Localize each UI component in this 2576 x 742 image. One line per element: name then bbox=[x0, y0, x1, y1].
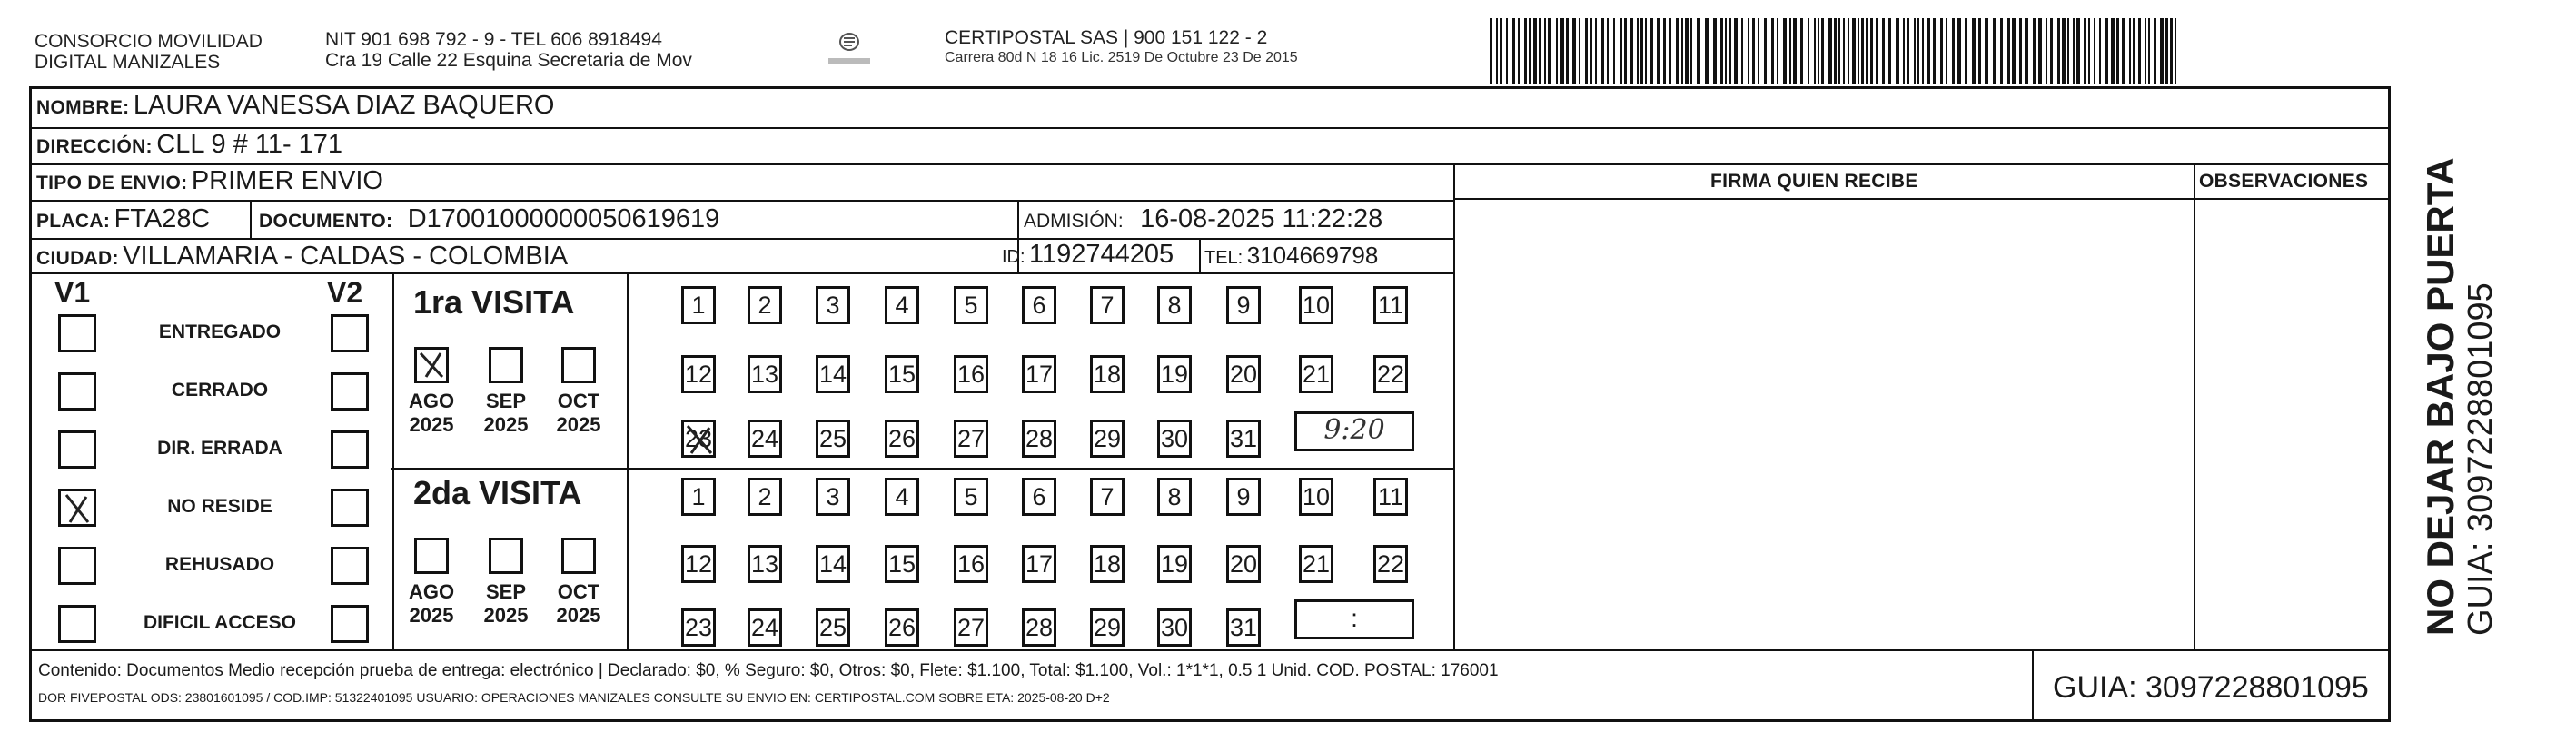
second-visit-day-9[interactable]: 9 bbox=[1226, 478, 1261, 516]
id-value: 1192744205 bbox=[1029, 240, 1174, 269]
footer-info-line: DOR FIVEPOSTAL ODS: 23801601095 / COD.IMP: 51322401095 USUARIO: OPERACIONES MANIZALES CONSULTE SU ENVIO EN: CERTIPOSTAL.COM SOBRE ETA: 2025-08-20 D+2 bbox=[38, 690, 1110, 705]
direccion-value: CLL 9 # 11- 171 bbox=[156, 130, 343, 159]
first-visit-day-19[interactable]: 19 bbox=[1157, 355, 1192, 393]
tipo-envio-label: TIPO DE ENVIO: bbox=[36, 173, 188, 193]
status-option-label: DIFICIL ACCESO bbox=[143, 612, 296, 633]
second-visit-day-7[interactable]: 7 bbox=[1090, 478, 1125, 516]
first-visit-day-21[interactable]: 21 bbox=[1299, 355, 1333, 393]
second-visit-day-27[interactable]: 27 bbox=[954, 608, 988, 647]
footer-content-line: Contenido: Documentos Medio recepción prueba de entrega: electrónico | Declarado: $0, % Seguro: $0, Otros: $0, Flete: $1.100, Total: $1.100, Vol.: 1*1*1, 0.5 1 Unid. COD. POSTAL: 176001 bbox=[38, 661, 1499, 680]
first-visit-time-box[interactable] bbox=[1294, 411, 1414, 451]
second-visit-month-box-sep[interactable] bbox=[489, 538, 523, 574]
id-row bbox=[1002, 240, 1174, 270]
v2-header: V2 bbox=[327, 276, 363, 309]
admision-value: 16-08-2025 11:22:28 bbox=[1140, 204, 1383, 233]
admision-row bbox=[1024, 204, 1382, 234]
first-visit-day-3[interactable]: 3 bbox=[816, 286, 850, 324]
first-visit-day-10[interactable]: 10 bbox=[1299, 286, 1333, 324]
second-visit-day-21[interactable]: 21 bbox=[1299, 545, 1333, 583]
first-visit-day-23[interactable]: 23 bbox=[681, 420, 716, 458]
first-visit-day-5[interactable]: 5 bbox=[954, 286, 988, 324]
placa-label: PLACA: bbox=[36, 211, 111, 232]
first-visit-day-15[interactable]: 15 bbox=[885, 355, 919, 393]
first-visit-day-2[interactable]: 2 bbox=[748, 286, 782, 324]
first-visit-day-31[interactable]: 31 bbox=[1226, 420, 1261, 458]
second-visit-day-29[interactable]: 29 bbox=[1090, 608, 1125, 647]
carrier-address: Carrera 80d N 18 16 Lic. 2519 De Octubre 23 De 2015 bbox=[945, 50, 1298, 65]
second-visit-year-label: 2025 bbox=[483, 604, 529, 627]
placa-row bbox=[36, 204, 210, 234]
nombre-value: LAURA VANESSA DIAZ BAQUERO bbox=[133, 91, 555, 120]
barcode bbox=[1490, 18, 2180, 88]
second-visit-day-3[interactable]: 3 bbox=[816, 478, 850, 516]
first-visit-day-28[interactable]: 28 bbox=[1022, 420, 1056, 458]
second-visit-month-label: OCT bbox=[557, 580, 600, 603]
company-address: Cra 19 Calle 22 Esquina Secretaria de Mov bbox=[325, 50, 692, 71]
second-visit-day-26[interactable]: 26 bbox=[885, 608, 919, 647]
first-visit-month-box-oct[interactable] bbox=[561, 347, 596, 383]
second-visit-day-6[interactable]: 6 bbox=[1022, 478, 1056, 516]
side-warning-block bbox=[2420, 157, 2500, 636]
carrier-logo bbox=[817, 27, 881, 73]
company-name bbox=[35, 31, 263, 73]
nombre-row bbox=[36, 91, 555, 121]
second-visit-month-label: AGO bbox=[408, 580, 455, 603]
direccion-label: DIRECCIÓN: bbox=[36, 136, 153, 157]
first-visit-month-label: AGO bbox=[408, 390, 455, 412]
tipo-envio-value: PRIMER ENVIO bbox=[191, 166, 383, 195]
second-visit-day-4[interactable]: 4 bbox=[885, 478, 919, 516]
first-visit-day-1[interactable]: 1 bbox=[681, 286, 716, 324]
footer-guia: GUIA: 3097228801095 bbox=[2053, 670, 2369, 705]
first-visit-year-label: 2025 bbox=[409, 413, 454, 436]
tel-row bbox=[1204, 242, 1378, 270]
first-visit-day-12[interactable]: 12 bbox=[681, 355, 716, 393]
second-visit-day-28[interactable]: 28 bbox=[1022, 608, 1056, 647]
carrier-info bbox=[945, 27, 1298, 68]
first-visit-day-7[interactable]: 7 bbox=[1090, 286, 1125, 324]
first-visit-day-29[interactable]: 29 bbox=[1090, 420, 1125, 458]
first-visit-day-8[interactable]: 8 bbox=[1157, 286, 1192, 324]
second-visit-day-15[interactable]: 15 bbox=[885, 545, 919, 583]
second-visit-year-label: 2025 bbox=[409, 604, 454, 627]
tipo-envio-row bbox=[36, 166, 383, 196]
direccion-row bbox=[36, 130, 342, 160]
second-visit-day-23[interactable]: 23 bbox=[681, 608, 716, 647]
first-visit-day-17[interactable]: 17 bbox=[1022, 355, 1056, 393]
second-visit-day-10[interactable]: 10 bbox=[1299, 478, 1333, 516]
first-visit-title: 1ra VISITA bbox=[413, 283, 575, 321]
second-visit-day-11[interactable]: 11 bbox=[1373, 478, 1408, 516]
first-visit-day-6[interactable]: 6 bbox=[1022, 286, 1056, 324]
status-option-label: DIR. ERRADA bbox=[157, 438, 282, 459]
nombre-label: NOMBRE: bbox=[36, 97, 130, 118]
first-visit-month-label: SEP bbox=[485, 390, 527, 412]
first-visit-day-11[interactable]: 11 bbox=[1373, 286, 1408, 324]
first-visit-year-label: 2025 bbox=[483, 413, 529, 436]
second-visit-day-22[interactable]: 22 bbox=[1373, 545, 1408, 583]
second-visit-day-5[interactable]: 5 bbox=[954, 478, 988, 516]
ciudad-value: VILLAMARIA - CALDAS - COLOMBIA bbox=[123, 242, 569, 271]
status-option-label: CERRADO bbox=[171, 380, 269, 401]
first-visit-day-30[interactable]: 30 bbox=[1157, 420, 1192, 458]
first-visit-day-25[interactable]: 25 bbox=[816, 420, 850, 458]
company-contact bbox=[325, 29, 692, 71]
company-nit: NIT 901 698 792 - 9 - TEL 606 8918494 bbox=[325, 29, 662, 50]
second-visit-month-box-oct[interactable] bbox=[561, 538, 596, 574]
second-visit-year-label: 2025 bbox=[556, 604, 601, 627]
second-visit-day-20[interactable]: 20 bbox=[1226, 545, 1261, 583]
second-visit-day-31[interactable]: 31 bbox=[1226, 608, 1261, 647]
first-visit-day-27[interactable]: 27 bbox=[954, 420, 988, 458]
first-visit-day-14[interactable]: 14 bbox=[816, 355, 850, 393]
second-visit-day-8[interactable]: 8 bbox=[1157, 478, 1192, 516]
v1-header: V1 bbox=[54, 276, 91, 309]
first-visit-day-16[interactable]: 16 bbox=[954, 355, 988, 393]
first-visit-time-value: 9:20 bbox=[1323, 414, 1385, 446]
first-visit-day-24[interactable]: 24 bbox=[748, 420, 782, 458]
first-visit-day-22[interactable]: 22 bbox=[1373, 355, 1408, 393]
documento-row bbox=[259, 204, 719, 234]
first-visit-month-box-ago[interactable] bbox=[414, 347, 449, 383]
company-name-line2: DIGITAL MANIZALES bbox=[35, 52, 221, 73]
first-visit-month-box-sep[interactable] bbox=[489, 347, 523, 383]
second-visit-day-18[interactable]: 18 bbox=[1090, 545, 1125, 583]
first-visit-year-label: 2025 bbox=[556, 413, 601, 436]
second-visit-day-14[interactable]: 14 bbox=[816, 545, 850, 583]
second-visit-day-12[interactable]: 12 bbox=[681, 545, 716, 583]
status-option-label: ENTREGADO bbox=[158, 322, 282, 342]
second-visit-day-1[interactable]: 1 bbox=[681, 478, 716, 516]
documento-label: DOCUMENTO: bbox=[259, 211, 393, 232]
second-visit-day-2[interactable]: 2 bbox=[748, 478, 782, 516]
waybill-frame bbox=[29, 86, 2391, 722]
second-visit-time-box[interactable] bbox=[1294, 599, 1414, 639]
second-visit-month-box-ago[interactable] bbox=[414, 538, 449, 574]
first-visit-month-label: OCT bbox=[557, 390, 600, 412]
first-visit-day-26[interactable]: 26 bbox=[885, 420, 919, 458]
admision-label: ADMISIÓN: bbox=[1024, 211, 1124, 232]
status-option-label: REHUSADO bbox=[164, 554, 275, 575]
first-visit-day-9[interactable]: 9 bbox=[1226, 286, 1261, 324]
id-label: ID: bbox=[1002, 247, 1025, 267]
second-visit-month-label: SEP bbox=[485, 580, 527, 603]
second-visit-day-13[interactable]: 13 bbox=[748, 545, 782, 583]
second-visit-time-value: : bbox=[1351, 604, 1358, 632]
placa-value: FTA28C bbox=[114, 204, 211, 233]
first-visit-day-4[interactable]: 4 bbox=[885, 286, 919, 324]
ciudad-label: CIUDAD: bbox=[36, 248, 119, 269]
side-warning: NO DEJAR BAJO PUERTA bbox=[2419, 157, 2462, 636]
status-option-label: NO RESIDE bbox=[167, 496, 272, 517]
second-visit-title: 2da VISITA bbox=[413, 474, 582, 511]
second-visit-day-24[interactable]: 24 bbox=[748, 608, 782, 647]
first-visit-day-13[interactable]: 13 bbox=[748, 355, 782, 393]
company-name-line1: CONSORCIO MOVILIDAD bbox=[35, 31, 263, 52]
tel-label: TEL: bbox=[1204, 248, 1243, 268]
ciudad-row bbox=[36, 242, 568, 272]
second-visit-day-25[interactable]: 25 bbox=[816, 608, 850, 647]
firma-header: FIRMA QUIEN RECIBE bbox=[1710, 171, 1918, 192]
first-visit-day-18[interactable]: 18 bbox=[1090, 355, 1125, 393]
observaciones-header: OBSERVACIONES bbox=[2199, 171, 2369, 192]
second-visit-day-17[interactable]: 17 bbox=[1022, 545, 1056, 583]
documento-value: D17001000000050619619 bbox=[407, 204, 720, 233]
second-visit-day-30[interactable]: 30 bbox=[1157, 608, 1192, 647]
side-guia: GUIA: 3097228801095 bbox=[2462, 282, 2500, 636]
first-visit-day-20[interactable]: 20 bbox=[1226, 355, 1261, 393]
carrier-name: CERTIPOSTAL SAS | 900 151 122 - 2 bbox=[945, 27, 1268, 48]
tel-value: 3104669798 bbox=[1246, 242, 1379, 269]
second-visit-day-16[interactable]: 16 bbox=[954, 545, 988, 583]
second-visit-day-19[interactable]: 19 bbox=[1157, 545, 1192, 583]
